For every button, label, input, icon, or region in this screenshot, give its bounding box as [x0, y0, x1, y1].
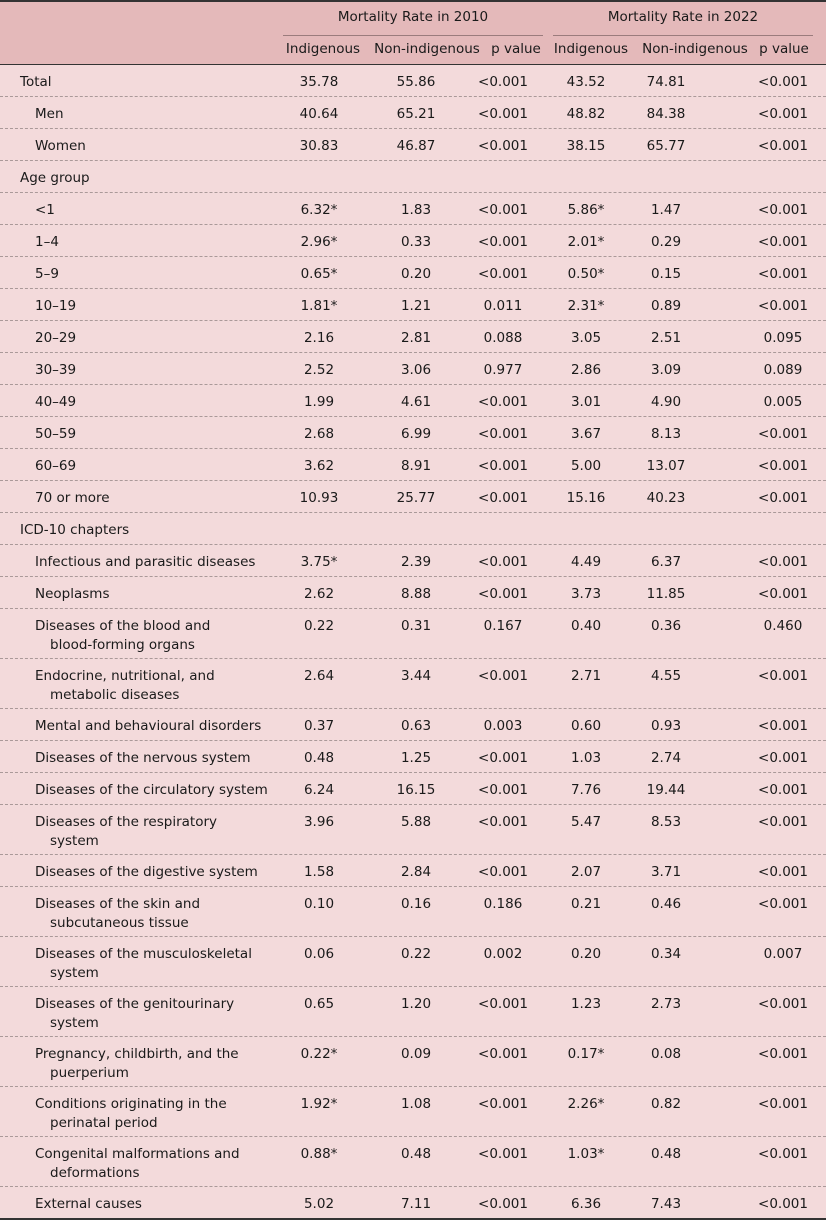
- cell-2022-indigenous: 48.82: [566, 106, 606, 122]
- cell-2022-indigenous: 1.03*: [567, 1146, 605, 1162]
- table-row: [0, 481, 826, 513]
- cell-2022-non-indigenous: 7.43: [650, 1196, 682, 1212]
- cell-2010-p-value: <0.001: [478, 202, 528, 218]
- row-label-continuation: perinatal period: [50, 1115, 158, 1131]
- cell-2022-indigenous: 4.49: [570, 554, 602, 570]
- cell-2010-indigenous: 35.78: [299, 74, 339, 90]
- cell-2022-p-value: <0.001: [758, 1046, 808, 1062]
- cell-2022-indigenous: 0.40: [570, 618, 602, 634]
- row-label: [0, 609, 280, 662]
- table-row: [0, 659, 826, 709]
- cell-2010-p-value: <0.001: [478, 586, 528, 602]
- cell-2022-non-indigenous: 0.46: [650, 896, 682, 912]
- cell-2022-indigenous: 15.16: [566, 490, 606, 506]
- cell-2010-indigenous: 2.64: [303, 668, 335, 684]
- cell-2022-indigenous: 1.23: [570, 996, 602, 1012]
- row-label-continuation: puerperium: [50, 1065, 129, 1081]
- table-row: [0, 1037, 826, 1087]
- cell-2022-non-indigenous: 13.07: [646, 458, 686, 474]
- row-label-text: 1–4: [35, 234, 59, 250]
- cell-2022-p-value: 0.095: [763, 330, 803, 346]
- row-label: [0, 481, 280, 515]
- cell-2010-indigenous: 2.16: [303, 330, 335, 346]
- row-label: [0, 805, 280, 858]
- cell-2022-non-indigenous: 6.37: [650, 554, 682, 570]
- cell-2010-non-indigenous: 0.48: [400, 1146, 432, 1162]
- row-label-text: External causes: [35, 1196, 142, 1212]
- cell-2010-indigenous: 2.68: [303, 426, 335, 442]
- cell-2010-p-value: <0.001: [478, 394, 528, 410]
- cell-2022-indigenous: 2.01*: [567, 234, 605, 250]
- row-label-text: Diseases of the skin and: [35, 896, 201, 912]
- cell-2022-p-value: <0.001: [758, 74, 808, 90]
- cell-2010-indigenous: 0.65: [303, 996, 335, 1012]
- cell-2010-non-indigenous: 1.83: [400, 202, 432, 218]
- cell-2022-non-indigenous: 84.38: [646, 106, 686, 122]
- cell-2022-p-value: <0.001: [758, 234, 808, 250]
- group-header-2022: Mortality Rate in 2022: [607, 9, 759, 25]
- row-label: [0, 937, 280, 990]
- row-label-text: 70 or more: [35, 490, 110, 506]
- row-label: [0, 65, 280, 99]
- cell-2022-indigenous: 2.31*: [567, 298, 605, 314]
- cell-2010-non-indigenous: 2.81: [400, 330, 432, 346]
- cell-2022-p-value: <0.001: [758, 554, 808, 570]
- row-label: [0, 289, 280, 323]
- table-row: [0, 545, 826, 577]
- row-label-text: 30–39: [35, 362, 77, 378]
- cell-2022-non-indigenous: 3.71: [650, 864, 682, 880]
- cell-2022-non-indigenous: 74.81: [646, 74, 686, 90]
- row-label-text: Women: [35, 138, 86, 154]
- cell-2022-non-indigenous: 2.74: [650, 750, 682, 766]
- row-label: [0, 577, 280, 611]
- cell-2022-indigenous: 2.71: [570, 668, 602, 684]
- table-row: [0, 987, 826, 1037]
- table-row: [0, 385, 826, 417]
- cell-2010-non-indigenous: 1.21: [400, 298, 432, 314]
- cell-2010-p-value: 0.186: [483, 896, 523, 912]
- table-row: [0, 129, 826, 161]
- cell-2010-non-indigenous: 8.88: [400, 586, 432, 602]
- row-label: [0, 321, 280, 355]
- cell-2010-non-indigenous: 25.77: [396, 490, 436, 506]
- row-label-text: Mental and behavioural disorders: [35, 718, 262, 734]
- row-label-text: 10–19: [35, 298, 77, 314]
- cell-2022-indigenous: 5.86*: [567, 202, 605, 218]
- cell-2010-indigenous: 0.06: [303, 946, 335, 962]
- table-row: [0, 1087, 826, 1137]
- cell-2010-indigenous: 3.62: [303, 458, 335, 474]
- cell-2010-non-indigenous: 55.86: [396, 74, 436, 90]
- row-label: [0, 353, 280, 387]
- cell-2010-indigenous: 1.58: [303, 864, 335, 880]
- cell-2010-indigenous: 10.93: [299, 490, 339, 506]
- cell-2010-p-value: <0.001: [478, 74, 528, 90]
- table-row: [0, 225, 826, 257]
- table-row: [0, 609, 826, 659]
- cell-2022-indigenous: 5.00: [570, 458, 602, 474]
- row-label: [0, 257, 280, 291]
- cell-2022-p-value: <0.001: [758, 864, 808, 880]
- cell-2022-non-indigenous: 8.53: [650, 814, 682, 830]
- cell-2022-p-value: <0.001: [758, 718, 808, 734]
- cell-2022-non-indigenous: 0.48: [650, 1146, 682, 1162]
- cell-2022-indigenous: 0.17*: [567, 1046, 605, 1062]
- section-row: [0, 513, 826, 545]
- col-header-2010-indigenous: Indigenous: [285, 41, 361, 57]
- cell-2022-non-indigenous: 0.29: [650, 234, 682, 250]
- cell-2010-p-value: <0.001: [478, 1096, 528, 1112]
- row-label-text: Men: [35, 106, 64, 122]
- cell-2010-non-indigenous: 1.08: [400, 1096, 432, 1112]
- row-label: [0, 417, 280, 451]
- row-label: [0, 659, 280, 712]
- table-row: [0, 321, 826, 353]
- cell-2010-p-value: <0.001: [478, 490, 528, 506]
- cell-2010-p-value: <0.001: [478, 668, 528, 684]
- table-row: [0, 417, 826, 449]
- table-row: [0, 193, 826, 225]
- group-underline-2010: [283, 35, 543, 36]
- cell-2022-non-indigenous: 0.34: [650, 946, 682, 962]
- table-row: [0, 709, 826, 741]
- cell-2010-p-value: <0.001: [478, 554, 528, 570]
- col-header-2022-p-value: p value: [759, 41, 809, 57]
- section-row: [0, 161, 826, 193]
- cell-2022-indigenous: 0.50*: [567, 266, 605, 282]
- row-label: [0, 129, 280, 163]
- cell-2010-p-value: <0.001: [478, 1196, 528, 1212]
- row-label-text: Conditions originating in the: [35, 1096, 227, 1112]
- cell-2010-p-value: <0.001: [478, 106, 528, 122]
- row-label-continuation: blood-forming organs: [50, 637, 195, 653]
- row-label: [0, 1087, 280, 1140]
- cell-2022-non-indigenous: 3.09: [650, 362, 682, 378]
- cell-2010-non-indigenous: 1.25: [400, 750, 432, 766]
- cell-2010-non-indigenous: 3.06: [400, 362, 432, 378]
- cell-2022-p-value: <0.001: [758, 458, 808, 474]
- cell-2022-non-indigenous: 4.90: [650, 394, 682, 410]
- cell-2010-p-value: <0.001: [478, 782, 528, 798]
- row-label: [0, 987, 280, 1040]
- row-label-text: Neoplasms: [35, 586, 110, 602]
- cell-2010-non-indigenous: 7.11: [400, 1196, 432, 1212]
- cell-2010-p-value: 0.977: [483, 362, 523, 378]
- cell-2010-non-indigenous: 65.21: [396, 106, 436, 122]
- cell-2022-indigenous: 6.36: [570, 1196, 602, 1212]
- cell-2010-non-indigenous: 46.87: [396, 138, 436, 154]
- table-row: [0, 887, 826, 937]
- cell-2010-non-indigenous: 1.20: [400, 996, 432, 1012]
- cell-2010-indigenous: 0.88*: [300, 1146, 338, 1162]
- cell-2010-indigenous: 2.62: [303, 586, 335, 602]
- cell-2022-p-value: <0.001: [758, 586, 808, 602]
- row-label-text: 50–59: [35, 426, 77, 442]
- table-header: [0, 2, 826, 65]
- cell-2022-p-value: 0.460: [763, 618, 803, 634]
- row-label-text: ICD-10 chapters: [20, 522, 130, 538]
- cell-2010-indigenous: 40.64: [299, 106, 339, 122]
- cell-2010-indigenous: 1.81*: [300, 298, 338, 314]
- cell-2010-p-value: 0.167: [483, 618, 523, 634]
- cell-2022-indigenous: 2.07: [570, 864, 602, 880]
- cell-2010-p-value: 0.011: [483, 298, 523, 314]
- cell-2022-indigenous: 1.03: [570, 750, 602, 766]
- cell-2010-non-indigenous: 0.63: [400, 718, 432, 734]
- row-label-continuation: subcutaneous tissue: [50, 915, 189, 931]
- cell-2010-p-value: 0.002: [483, 946, 523, 962]
- cell-2022-p-value: <0.001: [758, 266, 808, 282]
- cell-2022-indigenous: 43.52: [566, 74, 606, 90]
- table-row: [0, 805, 826, 855]
- cell-2010-non-indigenous: 0.22: [400, 946, 432, 962]
- cell-2022-indigenous: 3.67: [570, 426, 602, 442]
- row-label: [0, 161, 280, 195]
- cell-2010-indigenous: 5.02: [303, 1196, 335, 1212]
- table-row: [0, 741, 826, 773]
- row-label: [0, 709, 280, 743]
- row-label: [0, 855, 280, 889]
- row-label-text: Endocrine, nutritional, and: [35, 668, 215, 684]
- cell-2010-p-value: <0.001: [478, 996, 528, 1012]
- cell-2010-p-value: <0.001: [478, 1046, 528, 1062]
- cell-2010-indigenous: 2.96*: [300, 234, 338, 250]
- cell-2010-indigenous: 2.52: [303, 362, 335, 378]
- cell-2010-non-indigenous: 6.99: [400, 426, 432, 442]
- row-label: [0, 513, 280, 547]
- cell-2010-non-indigenous: 2.84: [400, 864, 432, 880]
- cell-2010-indigenous: 1.92*: [300, 1096, 338, 1112]
- table-row: [0, 937, 826, 987]
- cell-2022-p-value: <0.001: [758, 782, 808, 798]
- cell-2010-non-indigenous: 3.44: [400, 668, 432, 684]
- cell-2010-p-value: <0.001: [478, 750, 528, 766]
- row-label-text: Infectious and parasitic diseases: [35, 554, 256, 570]
- group-header-2010: Mortality Rate in 2010: [337, 9, 489, 25]
- cell-2010-p-value: <0.001: [478, 458, 528, 474]
- cell-2010-p-value: <0.001: [478, 864, 528, 880]
- row-label-text: 20–29: [35, 330, 77, 346]
- row-label-continuation: metabolic diseases: [50, 687, 180, 703]
- cell-2022-non-indigenous: 40.23: [646, 490, 686, 506]
- cell-2010-non-indigenous: 8.91: [400, 458, 432, 474]
- col-header-2022-non-indigenous: Non-indigenous: [642, 41, 748, 57]
- cell-2010-p-value: 0.003: [483, 718, 523, 734]
- row-label-text: Pregnancy, childbirth, and the: [35, 1046, 239, 1062]
- cell-2010-non-indigenous: 16.15: [396, 782, 436, 798]
- cell-2010-indigenous: 3.75*: [300, 554, 338, 570]
- table-row: [0, 855, 826, 887]
- cell-2022-non-indigenous: 19.44: [646, 782, 686, 798]
- cell-2022-p-value: 0.089: [763, 362, 803, 378]
- cell-2022-indigenous: 7.76: [570, 782, 602, 798]
- row-label: [0, 1037, 280, 1090]
- cell-2010-indigenous: 0.10: [303, 896, 335, 912]
- cell-2022-non-indigenous: 0.08: [650, 1046, 682, 1062]
- cell-2022-p-value: <0.001: [758, 1196, 808, 1212]
- cell-2022-non-indigenous: 0.89: [650, 298, 682, 314]
- cell-2010-p-value: <0.001: [478, 266, 528, 282]
- row-label-text: Diseases of the genitourinary: [35, 996, 235, 1012]
- cell-2010-indigenous: 1.99: [303, 394, 335, 410]
- cell-2022-non-indigenous: 2.51: [650, 330, 682, 346]
- row-label-continuation: system: [50, 833, 99, 849]
- cell-2022-p-value: <0.001: [758, 896, 808, 912]
- col-header-2010-p-value: p value: [491, 41, 541, 57]
- section-row: [0, 65, 826, 97]
- row-label-text: Diseases of the musculoskeletal: [35, 946, 252, 962]
- cell-2022-p-value: <0.001: [758, 106, 808, 122]
- row-label-text: 5–9: [35, 266, 59, 282]
- table-body: [0, 65, 826, 1218]
- row-label-text: Diseases of the circulatory system: [35, 782, 268, 798]
- cell-2022-non-indigenous: 65.77: [646, 138, 686, 154]
- cell-2022-p-value: <0.001: [758, 814, 808, 830]
- row-label: [0, 193, 280, 227]
- cell-2022-non-indigenous: 11.85: [646, 586, 686, 602]
- col-header-2010-non-indigenous: Non-indigenous: [374, 41, 480, 57]
- row-label-text: <1: [35, 202, 55, 218]
- row-label-text: Diseases of the nervous system: [35, 750, 251, 766]
- cell-2010-non-indigenous: 4.61: [400, 394, 432, 410]
- cell-2022-p-value: <0.001: [758, 202, 808, 218]
- cell-2022-indigenous: 0.60: [570, 718, 602, 734]
- row-label: [0, 385, 280, 419]
- cell-2022-indigenous: 38.15: [566, 138, 606, 154]
- table-row: [0, 257, 826, 289]
- cell-2022-non-indigenous: 2.73: [650, 996, 682, 1012]
- row-label-text: Diseases of the digestive system: [35, 864, 258, 880]
- cell-2022-p-value: <0.001: [758, 298, 808, 314]
- cell-2010-indigenous: 0.22*: [300, 1046, 338, 1062]
- cell-2022-indigenous: 2.86: [570, 362, 602, 378]
- col-header-2022-indigenous: Indigenous: [553, 41, 629, 57]
- row-label-text: Total: [20, 74, 52, 90]
- cell-2022-p-value: <0.001: [758, 750, 808, 766]
- cell-2010-indigenous: 0.48: [303, 750, 335, 766]
- table-row: [0, 1137, 826, 1187]
- cell-2010-indigenous: 0.65*: [300, 266, 338, 282]
- row-label-continuation: system: [50, 1015, 99, 1031]
- cell-2010-non-indigenous: 5.88: [400, 814, 432, 830]
- cell-2022-p-value: <0.001: [758, 138, 808, 154]
- cell-2022-p-value: <0.001: [758, 426, 808, 442]
- cell-2010-non-indigenous: 0.20: [400, 266, 432, 282]
- cell-2010-p-value: <0.001: [478, 1146, 528, 1162]
- cell-2022-p-value: <0.001: [758, 996, 808, 1012]
- cell-2022-p-value: <0.001: [758, 1096, 808, 1112]
- cell-2022-p-value: <0.001: [758, 1146, 808, 1162]
- row-label-continuation: system: [50, 965, 99, 981]
- cell-2010-p-value: <0.001: [478, 234, 528, 250]
- table-row: [0, 97, 826, 129]
- row-label: [0, 773, 280, 807]
- cell-2010-indigenous: 6.32*: [300, 202, 338, 218]
- cell-2010-indigenous: 30.83: [299, 138, 339, 154]
- cell-2022-p-value: 0.005: [763, 394, 803, 410]
- cell-2010-p-value: <0.001: [478, 814, 528, 830]
- cell-2022-non-indigenous: 4.55: [650, 668, 682, 684]
- cell-2010-p-value: <0.001: [478, 138, 528, 154]
- table-row: [0, 353, 826, 385]
- cell-2022-non-indigenous: 1.47: [650, 202, 682, 218]
- cell-2022-indigenous: 3.05: [570, 330, 602, 346]
- cell-2010-indigenous: 6.24: [303, 782, 335, 798]
- cell-2022-non-indigenous: 0.93: [650, 718, 682, 734]
- cell-2010-p-value: 0.088: [483, 330, 523, 346]
- row-label-continuation: deformations: [50, 1165, 140, 1181]
- group-underline-2022: [553, 35, 813, 36]
- row-label: [0, 741, 280, 775]
- row-label-text: 60–69: [35, 458, 77, 474]
- table-row: [0, 1187, 826, 1218]
- table-row: [0, 577, 826, 609]
- cell-2010-non-indigenous: 0.09: [400, 1046, 432, 1062]
- cell-2022-indigenous: 3.73: [570, 586, 602, 602]
- table-row: [0, 289, 826, 321]
- row-label-text: Age group: [20, 170, 90, 186]
- cell-2010-non-indigenous: 0.31: [400, 618, 432, 634]
- row-label: [0, 1137, 280, 1190]
- cell-2022-p-value: 0.007: [763, 946, 803, 962]
- cell-2010-indigenous: 0.37: [303, 718, 335, 734]
- row-label-text: Diseases of the respiratory: [35, 814, 217, 830]
- row-label: [0, 97, 280, 131]
- cell-2010-indigenous: 3.96: [303, 814, 335, 830]
- row-label-text: 40–49: [35, 394, 77, 410]
- cell-2010-indigenous: 0.22: [303, 618, 335, 634]
- cell-2010-p-value: <0.001: [478, 426, 528, 442]
- row-label: [0, 545, 280, 579]
- cell-2022-indigenous: 0.21: [570, 896, 602, 912]
- cell-2022-indigenous: 3.01: [570, 394, 602, 410]
- cell-2010-non-indigenous: 0.33: [400, 234, 432, 250]
- row-label: [0, 1187, 280, 1221]
- cell-2022-non-indigenous: 0.15: [650, 266, 682, 282]
- cell-2022-indigenous: 0.20: [570, 946, 602, 962]
- cell-2022-non-indigenous: 0.36: [650, 618, 682, 634]
- cell-2022-p-value: <0.001: [758, 490, 808, 506]
- cell-2022-non-indigenous: 0.82: [650, 1096, 682, 1112]
- table-row: [0, 773, 826, 805]
- row-label: [0, 887, 280, 940]
- cell-2010-non-indigenous: 0.16: [400, 896, 432, 912]
- cell-2022-p-value: <0.001: [758, 668, 808, 684]
- row-label: [0, 449, 280, 483]
- table-row: [0, 449, 826, 481]
- cell-2010-non-indigenous: 2.39: [400, 554, 432, 570]
- row-label-text: Diseases of the blood and: [35, 618, 211, 634]
- row-label-text: Congenital malformations and: [35, 1146, 240, 1162]
- row-label: [0, 225, 280, 259]
- cell-2022-non-indigenous: 8.13: [650, 426, 682, 442]
- cell-2022-indigenous: 2.26*: [567, 1096, 605, 1112]
- cell-2022-indigenous: 5.47: [570, 814, 602, 830]
